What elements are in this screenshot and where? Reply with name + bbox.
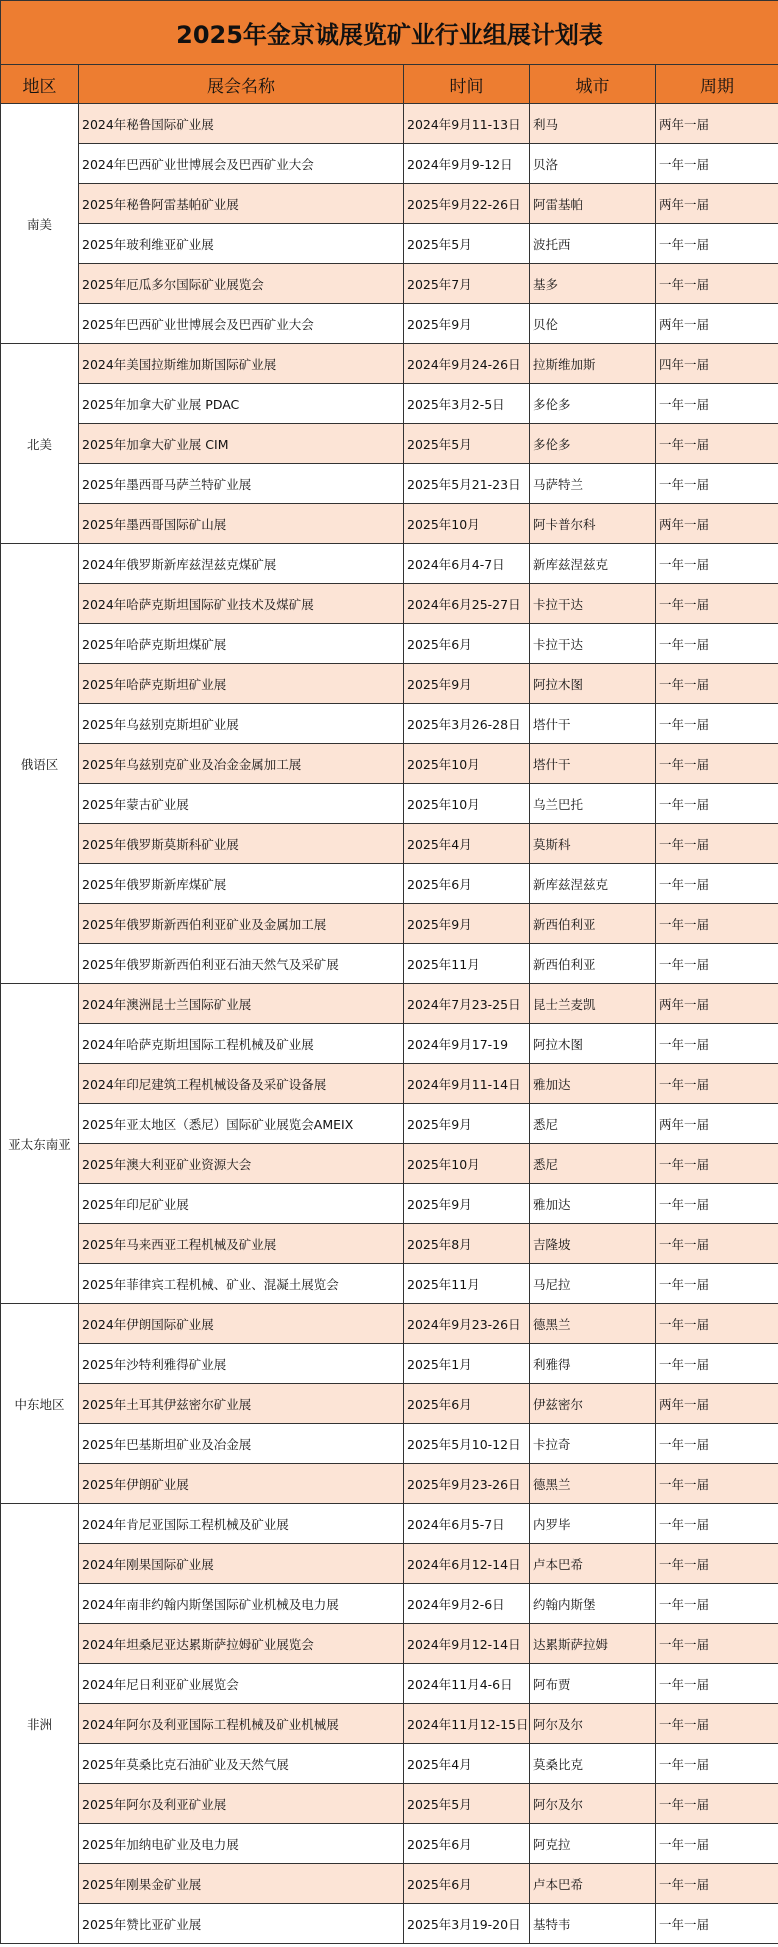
cycle-cell: 一年一届	[656, 904, 778, 944]
cycle-cell: 一年一届	[656, 1704, 778, 1744]
cycle-cell: 一年一届	[656, 1744, 778, 1784]
table-row	[1, 1424, 778, 1464]
cycle-cell: 一年一届	[656, 1144, 778, 1184]
time-cell: 2025年4月	[404, 1744, 530, 1784]
cycle-cell: 一年一届	[656, 784, 778, 824]
cycle-cell: 一年一届	[656, 144, 778, 184]
time-cell: 2024年11月4-6日	[404, 1664, 530, 1704]
city-cell: 新西伯利亚	[530, 944, 656, 984]
cycle-cell: 一年一届	[656, 1824, 778, 1864]
city-cell: 波托西	[530, 224, 656, 264]
table-row	[1, 1864, 778, 1904]
time-cell: 2024年6月4-7日	[404, 544, 530, 584]
city-cell: 多伦多	[530, 384, 656, 424]
exhibition-name-cell: 2025年墨西哥国际矿山展	[79, 504, 404, 544]
exhibition-name-cell: 2024年哈萨克斯坦国际矿业技术及煤矿展	[79, 584, 404, 624]
exhibition-name-cell: 2025年伊朗矿业展	[79, 1464, 404, 1504]
table-row	[1, 504, 778, 544]
cycle-cell: 四年一届	[656, 344, 778, 384]
time-cell: 2025年6月	[404, 1824, 530, 1864]
region-cell: 南美	[1, 104, 79, 344]
exhibition-name-cell: 2024年坦桑尼亚达累斯萨拉姆矿业展览会	[79, 1624, 404, 1664]
city-cell: 新西伯利亚	[530, 904, 656, 944]
exhibition-name-cell: 2025年赞比亚矿业展	[79, 1904, 404, 1944]
city-cell: 马尼拉	[530, 1264, 656, 1304]
city-cell: 德黑兰	[530, 1304, 656, 1344]
time-cell: 2024年6月12-14日	[404, 1544, 530, 1584]
exhibition-name-cell: 2025年澳大利亚矿业资源大会	[79, 1144, 404, 1184]
cycle-cell: 一年一届	[656, 1664, 778, 1704]
table-row	[1, 344, 778, 384]
cycle-cell: 两年一届	[656, 184, 778, 224]
time-cell: 2024年9月23-26日	[404, 1304, 530, 1344]
table-row	[1, 424, 778, 464]
time-cell: 2025年3月2-5日	[404, 384, 530, 424]
cycle-cell: 一年一届	[656, 1304, 778, 1344]
table-row	[1, 704, 778, 744]
exhibition-name-cell: 2025年墨西哥马萨兰特矿业展	[79, 464, 404, 504]
time-cell: 2025年5月	[404, 424, 530, 464]
exhibition-name-cell: 2025年俄罗斯新库煤矿展	[79, 864, 404, 904]
time-cell: 2025年11月	[404, 944, 530, 984]
city-cell: 多伦多	[530, 424, 656, 464]
table-row	[1, 184, 778, 224]
table-row	[1, 1504, 778, 1544]
exhibition-name-cell: 2024年巴西矿业世博展会及巴西矿业大会	[79, 144, 404, 184]
table-row	[1, 264, 778, 304]
exhibition-name-cell: 2025年俄罗斯莫斯科矿业展	[79, 824, 404, 864]
exhibition-name-cell: 2024年印尼建筑工程机械设备及采矿设备展	[79, 1064, 404, 1104]
time-cell: 2025年9月23-26日	[404, 1464, 530, 1504]
time-cell: 2025年6月	[404, 864, 530, 904]
city-cell: 贝伦	[530, 304, 656, 344]
header-time: 时间	[404, 65, 530, 104]
table-row	[1, 1664, 778, 1704]
table-row	[1, 1144, 778, 1184]
city-cell: 贝洛	[530, 144, 656, 184]
exhibition-name-cell: 2025年莫桑比克石油矿业及天然气展	[79, 1744, 404, 1784]
cycle-cell: 两年一届	[656, 1104, 778, 1144]
cycle-cell: 一年一届	[656, 1864, 778, 1904]
city-cell: 莫桑比克	[530, 1744, 656, 1784]
city-cell: 乌兰巴托	[530, 784, 656, 824]
exhibition-name-cell: 2024年澳洲昆士兰国际矿业展	[79, 984, 404, 1024]
time-cell: 2025年4月	[404, 824, 530, 864]
city-cell: 吉隆坡	[530, 1224, 656, 1264]
table-row	[1, 864, 778, 904]
cycle-cell: 一年一届	[656, 1584, 778, 1624]
time-cell: 2024年9月11-14日	[404, 1064, 530, 1104]
city-cell: 德黑兰	[530, 1464, 656, 1504]
cycle-cell: 一年一届	[656, 544, 778, 584]
city-cell: 卢本巴希	[530, 1544, 656, 1584]
cycle-cell: 一年一届	[656, 464, 778, 504]
exhibition-name-cell: 2024年俄罗斯新库兹涅兹克煤矿展	[79, 544, 404, 584]
time-cell: 2024年9月11-13日	[404, 104, 530, 144]
exhibition-name-cell: 2024年尼日利亚矿业展览会	[79, 1664, 404, 1704]
table-title: 2025年金京诚展览矿业行业组展计划表	[1, 1, 778, 65]
city-cell: 雅加达	[530, 1184, 656, 1224]
time-cell: 2025年6月	[404, 1864, 530, 1904]
city-cell: 阿克拉	[530, 1824, 656, 1864]
time-cell: 2025年6月	[404, 624, 530, 664]
time-cell: 2025年5月21-23日	[404, 464, 530, 504]
city-cell: 阿尔及尔	[530, 1704, 656, 1744]
table-row	[1, 1224, 778, 1264]
city-cell: 阿拉木图	[530, 1024, 656, 1064]
cycle-cell: 两年一届	[656, 984, 778, 1024]
city-cell: 卡拉干达	[530, 584, 656, 624]
cycle-cell: 一年一届	[656, 424, 778, 464]
city-cell: 基多	[530, 264, 656, 304]
table-row	[1, 664, 778, 704]
cycle-cell: 一年一届	[656, 1624, 778, 1664]
city-cell: 基特韦	[530, 1904, 656, 1944]
time-cell: 2024年9月17-19	[404, 1024, 530, 1064]
time-cell: 2025年3月19-20日	[404, 1904, 530, 1944]
cycle-cell: 一年一届	[656, 1024, 778, 1064]
time-cell: 2025年10月	[404, 504, 530, 544]
table-row	[1, 744, 778, 784]
time-cell: 2025年5月	[404, 1784, 530, 1824]
exhibition-name-cell: 2025年秘鲁阿雷基帕矿业展	[79, 184, 404, 224]
table-row	[1, 1344, 778, 1384]
exhibition-name-cell: 2025年乌兹别克斯坦矿业展	[79, 704, 404, 744]
cycle-cell: 一年一届	[656, 1504, 778, 1544]
table-row	[1, 1024, 778, 1064]
table-row	[1, 1304, 778, 1344]
time-cell: 2025年1月	[404, 1344, 530, 1384]
region-cell: 非洲	[1, 1504, 79, 1944]
exhibition-name-cell: 2024年哈萨克斯坦国际工程机械及矿业展	[79, 1024, 404, 1064]
exhibition-name-cell: 2025年刚果金矿业展	[79, 1864, 404, 1904]
city-cell: 阿布贾	[530, 1664, 656, 1704]
exhibition-name-cell: 2025年土耳其伊兹密尔矿业展	[79, 1384, 404, 1424]
city-cell: 塔什干	[530, 744, 656, 784]
time-cell: 2024年7月23-25日	[404, 984, 530, 1024]
cycle-cell: 一年一届	[656, 1184, 778, 1224]
table-row	[1, 1784, 778, 1824]
time-cell: 2025年9月	[404, 664, 530, 704]
table-row	[1, 824, 778, 864]
cycle-cell: 一年一届	[656, 1784, 778, 1824]
time-cell: 2024年9月24-26日	[404, 344, 530, 384]
time-cell: 2025年11月	[404, 1264, 530, 1304]
table-row	[1, 1384, 778, 1424]
city-cell: 约翰内斯堡	[530, 1584, 656, 1624]
table-row	[1, 1104, 778, 1144]
exhibition-name-cell: 2024年阿尔及利亚国际工程机械及矿业机械展	[79, 1704, 404, 1744]
cycle-cell: 一年一届	[656, 1344, 778, 1384]
time-cell: 2025年8月	[404, 1224, 530, 1264]
table-row	[1, 1544, 778, 1584]
city-cell: 拉斯维加斯	[530, 344, 656, 384]
city-cell: 卢本巴希	[530, 1864, 656, 1904]
cycle-cell: 一年一届	[656, 864, 778, 904]
table-row	[1, 584, 778, 624]
cycle-cell: 一年一届	[656, 1544, 778, 1584]
exhibition-name-cell: 2024年美国拉斯维加斯国际矿业展	[79, 344, 404, 384]
city-cell: 悉尼	[530, 1144, 656, 1184]
time-cell: 2024年6月25-27日	[404, 584, 530, 624]
exhibition-name-cell: 2025年乌兹别克矿业及冶金金属加工展	[79, 744, 404, 784]
exhibition-name-cell: 2024年南非约翰内斯堡国际矿业机械及电力展	[79, 1584, 404, 1624]
table-row	[1, 1464, 778, 1504]
exhibition-name-cell: 2025年巴西矿业世博展会及巴西矿业大会	[79, 304, 404, 344]
city-cell: 塔什干	[530, 704, 656, 744]
exhibition-name-cell: 2025年玻利维亚矿业展	[79, 224, 404, 264]
city-cell: 新库兹涅兹克	[530, 864, 656, 904]
exhibition-name-cell: 2024年肯尼亚国际工程机械及矿业展	[79, 1504, 404, 1544]
time-cell: 2025年3月26-28日	[404, 704, 530, 744]
region-cell: 俄语区	[1, 544, 79, 984]
city-cell: 卡拉奇	[530, 1424, 656, 1464]
exhibition-name-cell: 2024年伊朗国际矿业展	[79, 1304, 404, 1344]
city-cell: 悉尼	[530, 1104, 656, 1144]
table-row	[1, 304, 778, 344]
cycle-cell: 一年一届	[656, 1224, 778, 1264]
table-row	[1, 544, 778, 584]
table-row	[1, 1184, 778, 1224]
cycle-cell: 一年一届	[656, 384, 778, 424]
city-cell: 莫斯科	[530, 824, 656, 864]
city-cell: 马萨特兰	[530, 464, 656, 504]
cycle-cell: 两年一届	[656, 304, 778, 344]
exhibition-name-cell: 2025年印尼矿业展	[79, 1184, 404, 1224]
exhibition-name-cell: 2025年阿尔及利亚矿业展	[79, 1784, 404, 1824]
table-row	[1, 1264, 778, 1304]
cycle-cell: 一年一届	[656, 1064, 778, 1104]
time-cell: 2025年10月	[404, 784, 530, 824]
header-city: 城市	[530, 65, 656, 104]
cycle-cell: 一年一届	[656, 1904, 778, 1944]
time-cell: 2025年9月	[404, 1184, 530, 1224]
table-row	[1, 1624, 778, 1664]
time-cell: 2025年7月	[404, 264, 530, 304]
city-cell: 利马	[530, 104, 656, 144]
table-row	[1, 224, 778, 264]
cycle-cell: 一年一届	[656, 624, 778, 664]
exhibition-name-cell: 2025年巴基斯坦矿业及冶金展	[79, 1424, 404, 1464]
cycle-cell: 两年一届	[656, 504, 778, 544]
time-cell: 2025年9月	[404, 1104, 530, 1144]
city-cell: 阿拉木图	[530, 664, 656, 704]
time-cell: 2025年6月	[404, 1384, 530, 1424]
time-cell: 2025年5月10-12日	[404, 1424, 530, 1464]
cycle-cell: 一年一届	[656, 264, 778, 304]
city-cell: 昆士兰麦凯	[530, 984, 656, 1024]
city-cell: 新库兹涅兹克	[530, 544, 656, 584]
exhibition-name-cell: 2025年厄瓜多尔国际矿业展览会	[79, 264, 404, 304]
city-cell: 伊兹密尔	[530, 1384, 656, 1424]
time-cell: 2025年9月	[404, 304, 530, 344]
table-row	[1, 384, 778, 424]
exhibition-name-cell: 2025年沙特利雅得矿业展	[79, 1344, 404, 1384]
region-cell: 亚太东南亚	[1, 984, 79, 1304]
time-cell: 2025年9月	[404, 904, 530, 944]
time-cell: 2025年9月22-26日	[404, 184, 530, 224]
city-cell: 阿雷基帕	[530, 184, 656, 224]
cycle-cell: 一年一届	[656, 1464, 778, 1504]
exhibition-name-cell: 2025年加拿大矿业展 CIM	[79, 424, 404, 464]
cycle-cell: 一年一届	[656, 584, 778, 624]
exhibition-name-cell: 2025年蒙古矿业展	[79, 784, 404, 824]
header-exhibition-name: 展会名称	[79, 65, 404, 104]
exhibition-name-cell: 2024年刚果国际矿业展	[79, 1544, 404, 1584]
cycle-cell: 两年一届	[656, 1384, 778, 1424]
table-row	[1, 1584, 778, 1624]
cycle-cell: 一年一届	[656, 744, 778, 784]
cycle-cell: 一年一届	[656, 664, 778, 704]
exhibition-name-cell: 2025年亚太地区（悉尼）国际矿业展览会AMEIX	[79, 1104, 404, 1144]
time-cell: 2024年11月12-15日	[404, 1704, 530, 1744]
exhibition-name-cell: 2025年加拿大矿业展 PDAC	[79, 384, 404, 424]
header-region: 地区	[1, 65, 79, 104]
table-row	[1, 1064, 778, 1104]
exhibition-name-cell: 2025年加纳电矿业及电力展	[79, 1824, 404, 1864]
cycle-cell: 一年一届	[656, 824, 778, 864]
exhibition-name-cell: 2025年俄罗斯新西伯利亚石油天然气及采矿展	[79, 944, 404, 984]
table-row	[1, 984, 778, 1024]
table-row	[1, 1744, 778, 1784]
exhibition-name-cell: 2024年秘鲁国际矿业展	[79, 104, 404, 144]
city-cell: 阿卡普尔科	[530, 504, 656, 544]
table-row	[1, 144, 778, 184]
table-row	[1, 464, 778, 504]
cycle-cell: 两年一届	[656, 104, 778, 144]
time-cell: 2025年5月	[404, 224, 530, 264]
exhibition-name-cell: 2025年菲律宾工程机械、矿业、混凝土展览会	[79, 1264, 404, 1304]
exhibition-name-cell: 2025年哈萨克斯坦煤矿展	[79, 624, 404, 664]
city-cell: 雅加达	[530, 1064, 656, 1104]
cycle-cell: 一年一届	[656, 1264, 778, 1304]
time-cell: 2025年10月	[404, 744, 530, 784]
time-cell: 2024年9月2-6日	[404, 1584, 530, 1624]
cycle-cell: 一年一届	[656, 944, 778, 984]
table-row	[1, 104, 778, 144]
table-row	[1, 1824, 778, 1864]
exhibition-name-cell: 2025年马来西亚工程机械及矿业展	[79, 1224, 404, 1264]
city-cell: 阿尔及尔	[530, 1784, 656, 1824]
time-cell: 2024年9月9-12日	[404, 144, 530, 184]
table-row	[1, 624, 778, 664]
region-cell: 中东地区	[1, 1304, 79, 1504]
table-row	[1, 784, 778, 824]
time-cell: 2024年6月5-7日	[404, 1504, 530, 1544]
header-cycle: 周期	[656, 65, 778, 104]
time-cell: 2025年10月	[404, 1144, 530, 1184]
table-body	[1, 104, 778, 1944]
cycle-cell: 一年一届	[656, 224, 778, 264]
cycle-cell: 一年一届	[656, 704, 778, 744]
exhibition-name-cell: 2025年哈萨克斯坦矿业展	[79, 664, 404, 704]
region-cell: 北美	[1, 344, 79, 544]
cycle-cell: 一年一届	[656, 1424, 778, 1464]
exhibition-name-cell: 2025年俄罗斯新西伯利亚矿业及金属加工展	[79, 904, 404, 944]
table-row	[1, 1904, 778, 1944]
city-cell: 达累斯萨拉姆	[530, 1624, 656, 1664]
table-row	[1, 904, 778, 944]
city-cell: 内罗毕	[530, 1504, 656, 1544]
table-row	[1, 1704, 778, 1744]
table-row	[1, 944, 778, 984]
city-cell: 卡拉干达	[530, 624, 656, 664]
city-cell: 利雅得	[530, 1344, 656, 1384]
time-cell: 2024年9月12-14日	[404, 1624, 530, 1664]
